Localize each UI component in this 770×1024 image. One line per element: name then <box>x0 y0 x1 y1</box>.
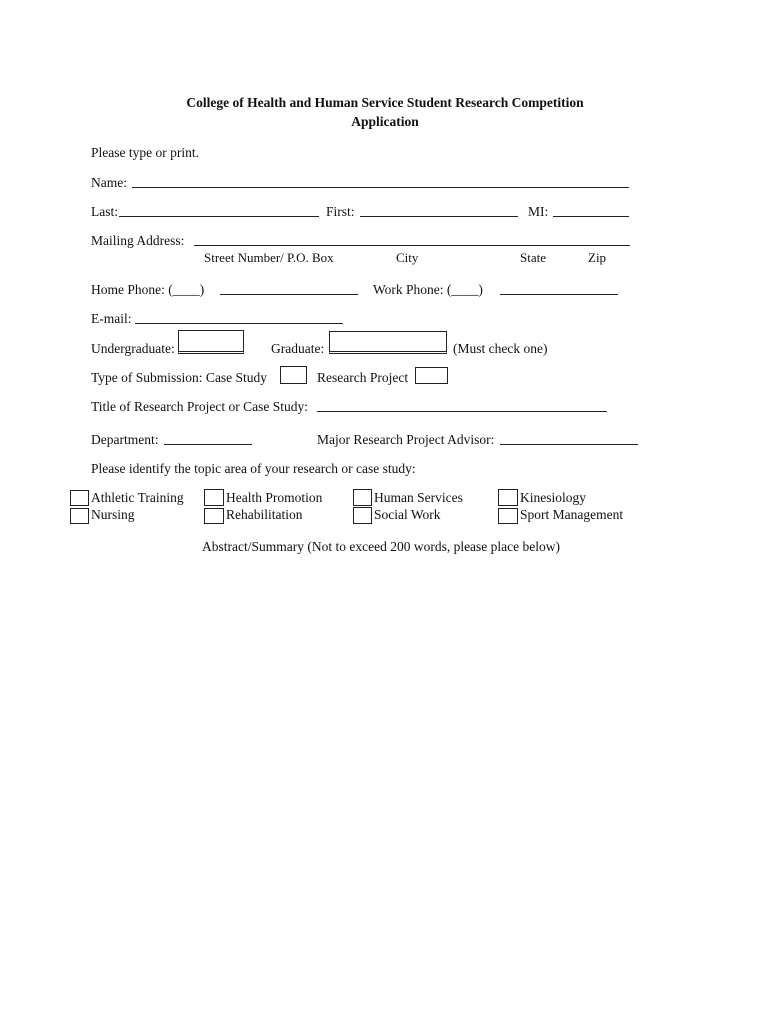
email-field[interactable] <box>135 323 343 324</box>
advisor-label: Major Research Project Advisor: <box>317 432 495 447</box>
graduate-label: Graduate: <box>271 341 325 356</box>
human-services-checkbox[interactable] <box>353 489 372 506</box>
email-label: E-mail: <box>91 311 132 326</box>
rehabilitation-label: Rehabilitation <box>226 507 303 522</box>
human-services-label: Human Services <box>374 490 463 505</box>
name-field[interactable] <box>132 187 629 188</box>
work-phone-field[interactable] <box>500 294 618 295</box>
kinesiology-checkbox[interactable] <box>498 489 518 506</box>
project-title-field[interactable] <box>317 411 607 412</box>
sport-management-checkbox[interactable] <box>498 508 518 524</box>
kinesiology-label: Kinesiology <box>520 490 586 505</box>
middle-initial-field[interactable] <box>553 216 629 217</box>
city-caption: City <box>396 250 419 265</box>
case-study-checkbox[interactable] <box>280 366 307 384</box>
undergraduate-label: Undergraduate: <box>91 341 175 356</box>
abstract-label: Abstract/Summary (Not to exceed 200 words, please place below) <box>202 539 561 554</box>
graduate-checkbox[interactable] <box>329 331 447 354</box>
social-work-label: Social Work <box>374 507 441 522</box>
street-caption: Street Number/ P.O. Box <box>204 250 334 265</box>
athletic-training-label: Athletic Training <box>91 490 184 505</box>
mailing-address-label: Mailing Address: <box>91 233 185 248</box>
department-field[interactable] <box>164 444 252 445</box>
social-work-checkbox[interactable] <box>353 507 372 524</box>
name-label: Name: <box>91 175 127 190</box>
advisor-field[interactable] <box>500 444 638 445</box>
topic-prompt: Please identify the topic area of your research or case study: <box>91 461 416 476</box>
research-project-checkbox[interactable] <box>415 367 448 384</box>
work-phone-label: Work Phone: (____) <box>373 282 483 297</box>
last-name-field[interactable] <box>119 216 319 217</box>
health-promotion-label: Health Promotion <box>226 490 323 505</box>
rehabilitation-checkbox[interactable] <box>204 508 224 524</box>
sport-management-label: Sport Management <box>520 507 624 522</box>
home-phone-label: Home Phone: (____) <box>91 282 205 297</box>
athletic-training-checkbox[interactable] <box>70 490 89 506</box>
department-label: Department: <box>91 432 159 447</box>
research-project-label: Research Project <box>317 370 409 385</box>
instruction-text: Please type or print. <box>91 145 199 160</box>
last-name-label: Last: <box>91 204 118 219</box>
form-title-line1: College of Health and Human Service Student Research Competition <box>186 95 584 110</box>
home-phone-field[interactable] <box>220 294 358 295</box>
zip-caption: Zip <box>588 250 607 265</box>
middle-initial-label: MI: <box>528 204 549 219</box>
mailing-address-field[interactable] <box>194 245 630 246</box>
project-title-label: Title of Research Project or Case Study: <box>91 399 308 414</box>
must-check-note: (Must check one) <box>453 341 548 356</box>
submission-type-label: Type of Submission: Case Study <box>91 370 268 385</box>
first-name-label: First: <box>326 204 355 219</box>
state-caption: State <box>520 250 546 265</box>
health-promotion-checkbox[interactable] <box>204 489 224 506</box>
nursing-checkbox[interactable] <box>70 508 89 524</box>
first-name-field[interactable] <box>360 216 518 217</box>
nursing-label: Nursing <box>91 507 135 522</box>
undergraduate-checkbox[interactable] <box>178 330 244 354</box>
form-title-line2: Application <box>351 114 419 129</box>
